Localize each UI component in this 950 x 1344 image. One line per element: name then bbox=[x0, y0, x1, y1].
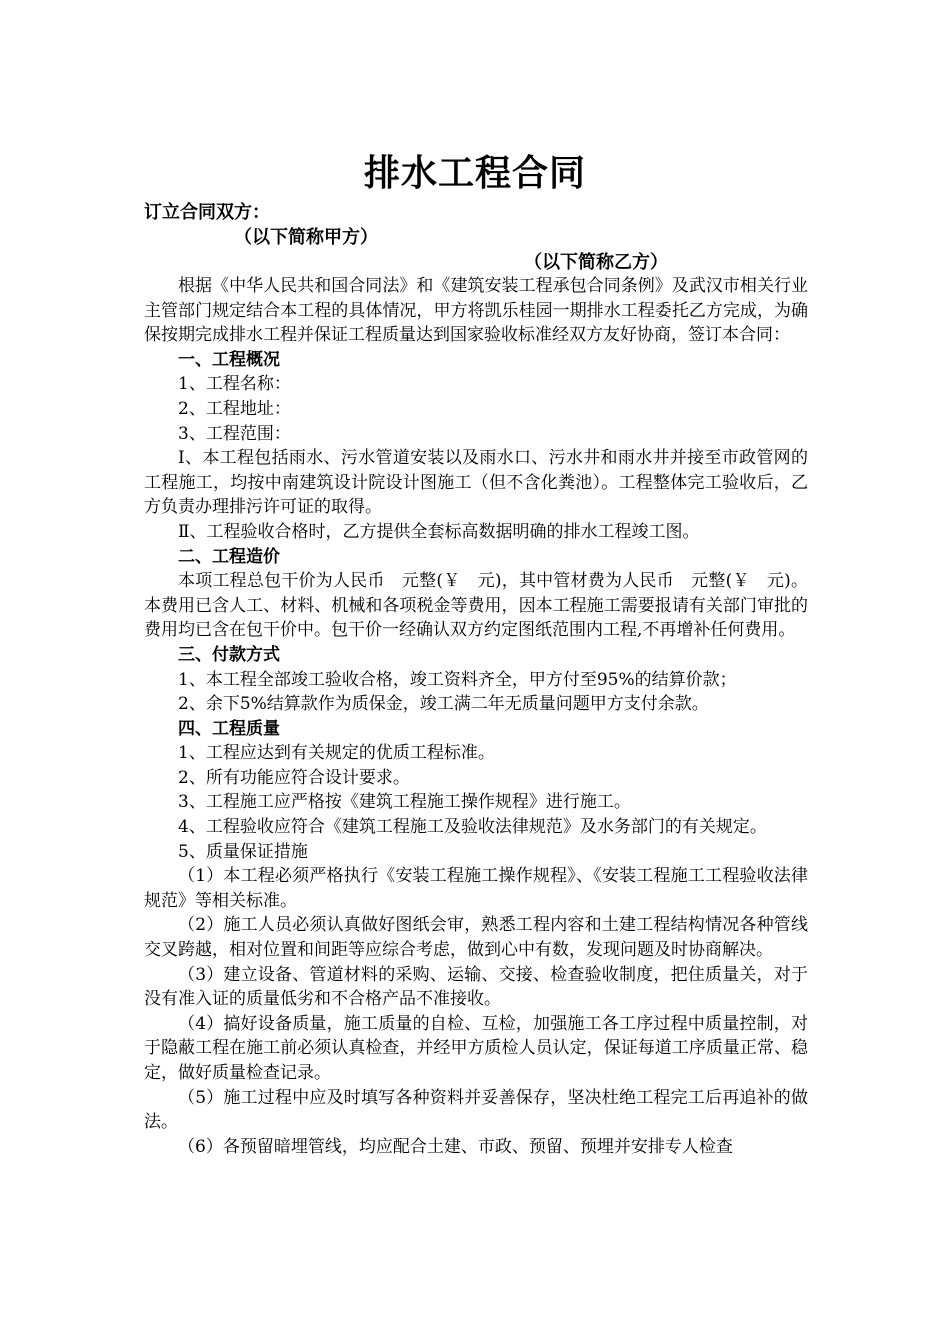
contract-parties bbox=[144, 200, 808, 275]
body-paragraph: （2）施工人员必须认真做好图纸会审，熟悉工程内容和土建工程结构情况各种管线交叉跨越，相对位置和间距等应综合考虑，做到心中有数，发现问题及时协商解决。 bbox=[144, 915, 808, 961]
body-paragraph: 根据《中华人民共和国合同法》和《建筑安装工程承包合同条例》及武汉市相关行业主管部门规定结合本工程的具体情况，甲方将凯乐桂园一期排水工程委托乙方完成，为确保按期完成排水工程并保证工程质量达到国家验收标准经双方友好协商，签订本合同： bbox=[144, 276, 808, 346]
body-paragraph: 2、工程地址： bbox=[178, 398, 291, 419]
document-title: 排水工程合同 bbox=[363, 153, 586, 194]
body-paragraph: （5）施工过程中应及时填写各种资料并妥善保存，坚决杜绝工程完工后再追补的做法。 bbox=[144, 1087, 808, 1133]
body-paragraph: （1）本工程必须严格执行《安装工程施工操作规程》、《安装工程施工工程验收法律规范》等相关标准。 bbox=[144, 866, 808, 911]
body-paragraph: 3、工程施工应严格按《建筑工程施工操作规程》进行施工。 bbox=[178, 792, 631, 813]
body-paragraph: 5、质量保证措施 bbox=[178, 841, 308, 862]
body-paragraph: 本项工程总包干价为人民币 元整(￥ 元)，其中管材费为人民币 元整(￥ 元)。本费用已含人工、材料、机械和各项税金等费用，因本工程施工需要报请有关部门审批的费用均已含在包干价中。包干价一经确认双方约定图纸范围内工程,不再增补任何费用。 bbox=[144, 571, 808, 641]
body-paragraph: 3、工程范围： bbox=[178, 423, 291, 444]
parties-heading: 订立合同双方： bbox=[144, 202, 270, 223]
section-heading: 四、工程质量 bbox=[178, 718, 280, 739]
body-paragraph: 1、本工程全部竣工验收合格，竣工资料齐全，甲方付至95%的结算价款； bbox=[178, 669, 737, 690]
party-b-label: （以下简称乙方） bbox=[524, 252, 668, 273]
body-paragraph: 2、余下5%结算款作为质保金，竣工满二年无质量问题甲方支付余款。 bbox=[178, 694, 709, 715]
body-paragraph: （3）建立设备、管道材料的采购、运输、交接、检查验收制度，把住质量关，对于没有准入证的质量低劣和不合格产品不准接收。 bbox=[144, 964, 808, 1010]
body-paragraph: Ⅰ、本工程包括雨水、污水管道安装以及雨水口、污水井和雨水井并接至市政管网的工程施工，均按中南建筑设计院设计图施工（但不含化粪池）。工程整体完工验收后，乙方负责办理排污许可证的取得。 bbox=[144, 448, 808, 518]
party-a-label: （以下简称甲方） bbox=[234, 227, 378, 248]
section-heading: 三、付款方式 bbox=[178, 644, 280, 665]
body-paragraph: （6）各预留暗埋管线，均应配合土建、市政、预留、预埋并安排专人检查 bbox=[178, 1136, 733, 1157]
body-paragraph: Ⅱ、工程验收合格时，乙方提供全套标高数据明确的排水工程竣工图。 bbox=[178, 521, 700, 542]
contract-body bbox=[144, 274, 808, 1159]
body-paragraph: 2、所有功能应符合设计要求。 bbox=[178, 767, 410, 788]
body-paragraph: 4、工程验收应符合《建筑工程施工及验收法律规范》及水务部门的有关规定。 bbox=[178, 817, 767, 838]
body-paragraph: 1、工程应达到有关规定的优质工程标准。 bbox=[178, 743, 495, 764]
body-paragraph: 1、工程名称： bbox=[178, 374, 291, 395]
section-heading: 一、工程概况 bbox=[178, 349, 280, 370]
section-heading: 二、工程造价 bbox=[178, 546, 280, 567]
body-paragraph: （4）搞好设备质量，施工质量的自检、互检，加强施工各工序过程中质量控制，对于隐蔽工程在施工前必须认真检查，并经甲方质检人员认定，保证每道工序质量正常、稳定，做好质量检查记录。 bbox=[144, 1013, 808, 1083]
